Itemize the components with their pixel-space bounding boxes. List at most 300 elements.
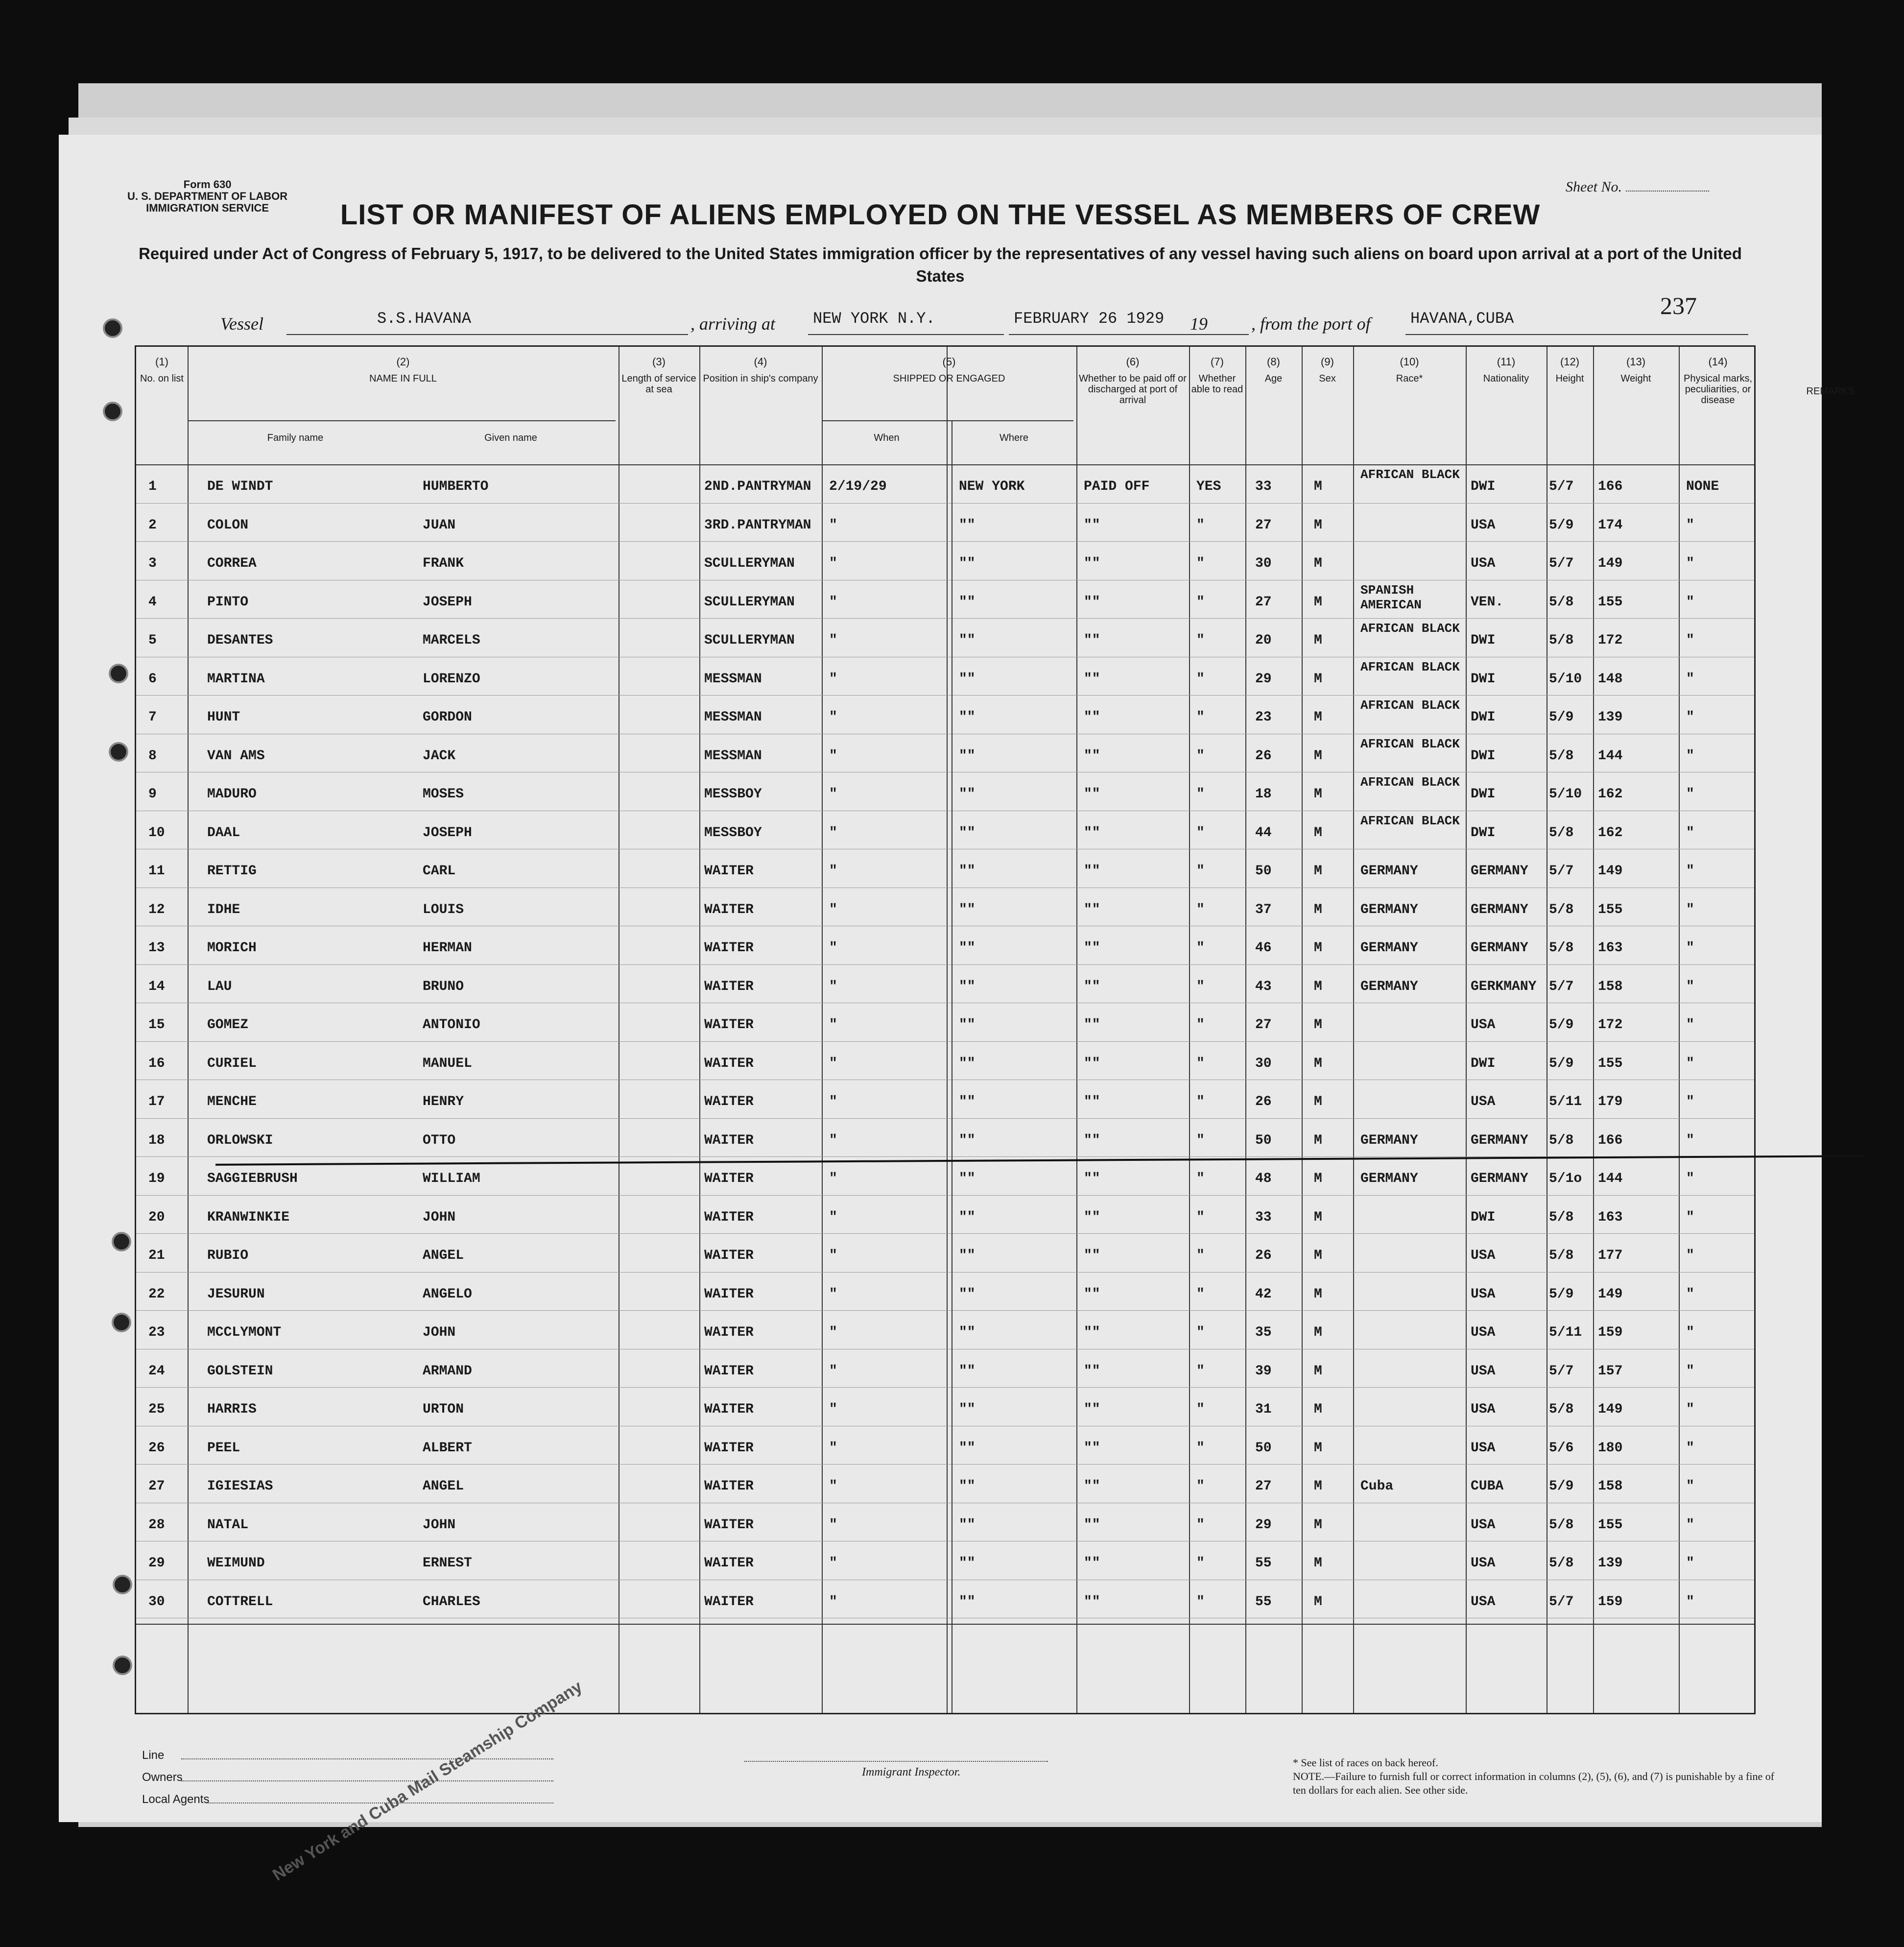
row-14-weight: 158 <box>1598 979 1623 994</box>
row-27-weight: 158 <box>1598 1479 1623 1494</box>
row-18-paid: "" <box>1084 1132 1100 1148</box>
row-18-marks: " <box>1686 1132 1694 1148</box>
row-25-when: " <box>829 1402 837 1417</box>
row-7-read: " <box>1196 710 1205 725</box>
row-17-sex: M <box>1314 1094 1322 1109</box>
row-24-age: 39 <box>1255 1363 1272 1379</box>
row-4-marks: " <box>1686 594 1694 610</box>
row-11-given: CARL <box>423 864 456 879</box>
row-23-when: " <box>829 1325 837 1340</box>
row-6-no: 6 <box>148 671 157 687</box>
row-10-family: DAAL <box>207 825 240 841</box>
row-25-position: WAITER <box>704 1402 754 1417</box>
row-5-marks: " <box>1686 633 1694 648</box>
row-25-nat: USA <box>1471 1402 1496 1417</box>
row-7-age: 23 <box>1255 710 1272 725</box>
row-19-where: "" <box>959 1171 976 1186</box>
row-4-no: 4 <box>148 594 157 610</box>
row-14-given: BRUNO <box>423 979 464 994</box>
row-16-age: 30 <box>1255 1056 1272 1071</box>
row-23-marks: " <box>1686 1325 1694 1340</box>
row-1-no: 1 <box>148 479 157 494</box>
row-20-height: 5/8 <box>1549 1209 1574 1225</box>
row-4-sex: M <box>1314 594 1322 610</box>
row-2-family: COLON <box>207 517 249 533</box>
row-30-family: COTTRELL <box>207 1594 273 1610</box>
row-19-family: SAGGIEBRUSH <box>207 1171 298 1186</box>
row-1-race: AFRICAN BLACK <box>1360 467 1460 482</box>
row-21-read: " <box>1196 1248 1205 1263</box>
footer-notes: * See list of races on back hereof. NOTE.—Failure to furnish full or correct information in columns (2), (5), (6), and (7) is punishable by a fine of ten dollars for each alien. See other side. <box>1293 1756 1775 1796</box>
col-header-name: (2) NAME IN FULL <box>369 356 437 384</box>
row-8-height: 5/8 <box>1549 748 1574 764</box>
row-25-given: URTON <box>423 1402 464 1417</box>
binder-hole <box>112 1313 131 1332</box>
row-18-nat: GERMANY <box>1471 1132 1528 1148</box>
row-3-given: FRANK <box>423 556 464 571</box>
row-3-position: SCULLERYMAN <box>704 556 795 571</box>
row-30-sex: M <box>1314 1594 1322 1610</box>
row-26-given: ALBERT <box>423 1440 472 1456</box>
row-22-nat: USA <box>1471 1286 1496 1302</box>
row-30-where: "" <box>959 1594 976 1610</box>
row-28-age: 29 <box>1255 1517 1272 1533</box>
row-6-sex: M <box>1314 671 1322 687</box>
row-5-where: "" <box>959 633 976 648</box>
row-30-age: 55 <box>1255 1594 1272 1610</box>
col-header-remarks: REMARKS <box>1806 386 1855 397</box>
row-3-paid: "" <box>1084 556 1100 571</box>
row-3-no: 3 <box>148 556 157 571</box>
manifest-table <box>135 345 1855 1714</box>
row-16-when: " <box>829 1056 837 1071</box>
row-29-no: 29 <box>148 1556 165 1571</box>
row-29-read: " <box>1196 1556 1205 1571</box>
col-header-read: (7) Whether able to read <box>1191 356 1243 395</box>
row-1-position: 2ND.PANTRYMAN <box>704 479 811 494</box>
row-30-nat: USA <box>1471 1594 1496 1610</box>
row-11-race: GERMANY <box>1360 864 1418 879</box>
row-29-position: WAITER <box>704 1556 754 1571</box>
row-15-nat: USA <box>1471 1017 1496 1033</box>
row-14-nat: GERKMANY <box>1471 979 1537 994</box>
row-28-sex: M <box>1314 1517 1322 1533</box>
row-10-weight: 162 <box>1598 825 1623 841</box>
row-23-weight: 159 <box>1598 1325 1623 1340</box>
row-11-position: WAITER <box>704 864 754 879</box>
row-7-nat: DWI <box>1471 710 1496 725</box>
row-21-no: 21 <box>148 1248 165 1263</box>
row-5-read: " <box>1196 633 1205 648</box>
row-12-position: WAITER <box>704 902 754 917</box>
row-11-no: 11 <box>148 864 165 879</box>
row-29-sex: M <box>1314 1556 1322 1571</box>
row-26-when: " <box>829 1440 837 1456</box>
row-19-marks: " <box>1686 1171 1694 1186</box>
row-15-family: GOMEZ <box>207 1017 249 1033</box>
row-25-no: 25 <box>148 1402 165 1417</box>
row-8-weight: 144 <box>1598 748 1623 764</box>
row-16-read: " <box>1196 1056 1205 1071</box>
row-2-sex: M <box>1314 517 1322 533</box>
row-14-age: 43 <box>1255 979 1272 994</box>
row-20-where: "" <box>959 1209 976 1225</box>
row-24-position: WAITER <box>704 1363 754 1379</box>
row-27-age: 27 <box>1255 1479 1272 1494</box>
row-8-read: " <box>1196 748 1205 764</box>
row-20-no: 20 <box>148 1209 165 1225</box>
row-29-age: 55 <box>1255 1556 1272 1571</box>
row-24-paid: "" <box>1084 1363 1100 1379</box>
row-30-given: CHARLES <box>423 1594 480 1610</box>
row-22-given: ANGELO <box>423 1286 472 1302</box>
row-27-sex: M <box>1314 1479 1322 1494</box>
row-27-where: "" <box>959 1479 976 1494</box>
row-9-paid: "" <box>1084 787 1100 802</box>
row-5-height: 5/8 <box>1549 633 1574 648</box>
row-10-given: JOSEPH <box>423 825 472 841</box>
row-15-when: " <box>829 1017 837 1033</box>
row-6-read: " <box>1196 671 1205 687</box>
row-2-given: JUAN <box>423 517 456 533</box>
row-12-sex: M <box>1314 902 1322 917</box>
row-9-weight: 162 <box>1598 787 1623 802</box>
row-22-marks: " <box>1686 1286 1694 1302</box>
row-9-race: AFRICAN BLACK <box>1360 775 1460 790</box>
row-13-no: 13 <box>148 940 165 956</box>
row-15-given: ANTONIO <box>423 1017 480 1033</box>
row-2-paid: "" <box>1084 517 1100 533</box>
row-24-marks: " <box>1686 1363 1694 1379</box>
col-header-marks: (14) Physical marks, peculiarities, or disease <box>1683 356 1753 406</box>
row-10-marks: " <box>1686 825 1694 841</box>
row-27-given: ANGEL <box>423 1479 464 1494</box>
row-8-no: 8 <box>148 748 157 764</box>
row-22-age: 42 <box>1255 1286 1272 1302</box>
row-3-when: " <box>829 556 837 571</box>
col-header-no: (1) No. on list <box>140 356 184 384</box>
row-1-marks: NONE <box>1686 479 1719 494</box>
row-13-age: 46 <box>1255 940 1272 956</box>
row-2-read: " <box>1196 517 1205 533</box>
binder-hole <box>103 402 122 421</box>
row-3-where: "" <box>959 556 976 571</box>
row-3-height: 5/7 <box>1549 556 1574 571</box>
row-10-read: " <box>1196 825 1205 841</box>
row-15-no: 15 <box>148 1017 165 1033</box>
row-3-age: 30 <box>1255 556 1272 571</box>
binder-hole <box>113 1656 132 1675</box>
row-25-read: " <box>1196 1402 1205 1417</box>
row-1-nat: DWI <box>1471 479 1496 494</box>
footer-agents-label: Local Agents <box>142 1793 210 1806</box>
row-13-read: " <box>1196 940 1205 956</box>
row-16-sex: M <box>1314 1056 1322 1071</box>
row-27-nat: CUBA <box>1471 1479 1504 1494</box>
row-5-when: " <box>829 633 837 648</box>
row-16-family: CURIEL <box>207 1056 257 1071</box>
row-16-position: WAITER <box>704 1056 754 1071</box>
col-header-position: (4) Position in ship's company <box>703 356 818 384</box>
row-3-weight: 149 <box>1598 556 1623 571</box>
row-1-weight: 166 <box>1598 479 1623 494</box>
row-11-nat: GERMANY <box>1471 864 1528 879</box>
row-18-height: 5/8 <box>1549 1132 1574 1148</box>
row-19-age: 48 <box>1255 1171 1272 1186</box>
col-header-nationality: (11) Nationality <box>1483 356 1529 384</box>
row-19-weight: 144 <box>1598 1171 1623 1186</box>
row-22-paid: "" <box>1084 1286 1100 1302</box>
row-16-weight: 155 <box>1598 1056 1623 1071</box>
row-6-when: " <box>829 671 837 687</box>
row-17-height: 5/11 <box>1549 1094 1582 1109</box>
row-25-marks: " <box>1686 1402 1694 1417</box>
row-1-sex: M <box>1314 479 1322 494</box>
row-15-marks: " <box>1686 1017 1694 1033</box>
row-4-given: JOSEPH <box>423 594 472 610</box>
row-7-paid: "" <box>1084 710 1100 725</box>
row-5-age: 20 <box>1255 633 1272 648</box>
row-1-paid: PAID OFF <box>1084 479 1150 494</box>
row-12-age: 37 <box>1255 902 1272 917</box>
row-10-nat: DWI <box>1471 825 1496 841</box>
row-7-no: 7 <box>148 710 157 725</box>
row-7-given: GORDON <box>423 710 472 725</box>
row-30-marks: " <box>1686 1594 1694 1610</box>
row-5-position: SCULLERYMAN <box>704 633 795 648</box>
row-15-height: 5/9 <box>1549 1017 1574 1033</box>
row-30-read: " <box>1196 1594 1205 1610</box>
row-26-no: 26 <box>148 1440 165 1456</box>
row-15-read: " <box>1196 1017 1205 1033</box>
row-6-race: AFRICAN BLACK <box>1360 659 1460 674</box>
row-17-weight: 179 <box>1598 1094 1623 1109</box>
row-8-sex: M <box>1314 748 1322 764</box>
row-18-family: ORLOWSKI <box>207 1132 273 1148</box>
row-29-where: "" <box>959 1556 976 1571</box>
row-15-position: WAITER <box>704 1017 754 1033</box>
row-15-where: "" <box>959 1017 976 1033</box>
row-11-where: "" <box>959 864 976 879</box>
row-17-no: 17 <box>148 1094 165 1109</box>
row-22-family: JESURUN <box>207 1286 265 1302</box>
subheader-when: When <box>874 433 900 443</box>
row-9-when: " <box>829 787 837 802</box>
row-27-when: " <box>829 1479 837 1494</box>
row-10-race: AFRICAN BLACK <box>1360 813 1460 828</box>
row-29-marks: " <box>1686 1556 1694 1571</box>
row-7-family: HUNT <box>207 710 240 725</box>
col-header-weight: (13) Weight <box>1620 356 1651 384</box>
row-20-weight: 163 <box>1598 1209 1623 1225</box>
row-27-no: 27 <box>148 1479 165 1494</box>
row-11-family: RETTIG <box>207 864 257 879</box>
binder-hole <box>109 664 128 683</box>
row-1-age: 33 <box>1255 479 1272 494</box>
row-6-age: 29 <box>1255 671 1272 687</box>
row-12-nat: GERMANY <box>1471 902 1528 917</box>
row-26-read: " <box>1196 1440 1205 1456</box>
row-17-paid: "" <box>1084 1094 1100 1109</box>
row-2-where: "" <box>959 517 976 533</box>
row-7-weight: 139 <box>1598 710 1623 725</box>
row-23-age: 35 <box>1255 1325 1272 1340</box>
row-21-where: "" <box>959 1248 976 1263</box>
row-29-weight: 139 <box>1598 1556 1623 1571</box>
row-28-family: NATAL <box>207 1517 249 1533</box>
row-5-race: AFRICAN BLACK <box>1360 621 1460 636</box>
row-11-marks: " <box>1686 864 1694 879</box>
row-22-sex: M <box>1314 1286 1322 1302</box>
row-30-height: 5/7 <box>1549 1594 1574 1610</box>
row-12-paid: "" <box>1084 902 1100 917</box>
row-21-marks: " <box>1686 1248 1694 1263</box>
row-25-height: 5/8 <box>1549 1402 1574 1417</box>
row-19-paid: "" <box>1084 1171 1100 1186</box>
row-30-weight: 159 <box>1598 1594 1623 1610</box>
row-19-position: WAITER <box>704 1171 754 1186</box>
row-29-when: " <box>829 1556 837 1571</box>
row-28-paid: "" <box>1084 1517 1100 1533</box>
row-18-read: " <box>1196 1132 1205 1148</box>
row-13-where: "" <box>959 940 976 956</box>
row-24-sex: M <box>1314 1363 1322 1379</box>
row-9-marks: " <box>1686 787 1694 802</box>
row-22-read: " <box>1196 1286 1205 1302</box>
row-14-marks: " <box>1686 979 1694 994</box>
row-23-paid: "" <box>1084 1325 1100 1340</box>
row-5-paid: "" <box>1084 633 1100 648</box>
row-16-paid: "" <box>1084 1056 1100 1071</box>
row-24-nat: USA <box>1471 1363 1496 1379</box>
row-24-weight: 157 <box>1598 1363 1623 1379</box>
row-7-marks: " <box>1686 710 1694 725</box>
row-12-read: " <box>1196 902 1205 917</box>
row-1-height: 5/7 <box>1549 479 1574 494</box>
row-18-weight: 166 <box>1598 1132 1623 1148</box>
row-20-read: " <box>1196 1209 1205 1225</box>
row-6-given: LORENZO <box>423 671 480 687</box>
row-5-weight: 172 <box>1598 633 1623 648</box>
row-28-nat: USA <box>1471 1517 1496 1533</box>
row-29-paid: "" <box>1084 1556 1100 1571</box>
row-16-no: 16 <box>148 1056 165 1071</box>
row-1-where: NEW YORK <box>959 479 1025 494</box>
row-18-no: 18 <box>148 1132 165 1148</box>
page-title: LIST OR MANIFEST OF ALIENS EMPLOYED ON THE VESSEL AS MEMBERS OF CREW <box>340 199 1541 231</box>
row-17-position: WAITER <box>704 1094 754 1109</box>
inspector-label: Immigrant Inspector. <box>862 1766 961 1779</box>
row-21-when: " <box>829 1248 837 1263</box>
row-27-family: IGIESIAS <box>207 1479 273 1494</box>
row-26-age: 50 <box>1255 1440 1272 1456</box>
row-17-family: MENCHE <box>207 1094 257 1109</box>
row-2-nat: USA <box>1471 517 1496 533</box>
row-23-no: 23 <box>148 1325 165 1340</box>
row-21-paid: "" <box>1084 1248 1100 1263</box>
row-6-where: "" <box>959 671 976 687</box>
row-27-marks: " <box>1686 1479 1694 1494</box>
row-18-position: WAITER <box>704 1132 754 1148</box>
departure-port: HAVANA,CUBA <box>1410 310 1514 328</box>
row-5-given: MARCELS <box>423 633 480 648</box>
row-12-where: "" <box>959 902 976 917</box>
row-20-nat: DWI <box>1471 1209 1496 1225</box>
row-22-weight: 149 <box>1598 1286 1623 1302</box>
row-20-age: 33 <box>1255 1209 1272 1225</box>
row-25-paid: "" <box>1084 1402 1100 1417</box>
row-30-when: " <box>829 1594 837 1610</box>
row-12-height: 5/8 <box>1549 902 1574 917</box>
row-13-race: GERMANY <box>1360 940 1418 956</box>
row-29-nat: USA <box>1471 1556 1496 1571</box>
row-4-when: " <box>829 594 837 610</box>
row-9-read: " <box>1196 787 1205 802</box>
row-13-given: HERMAN <box>423 940 472 956</box>
row-26-marks: " <box>1686 1440 1694 1456</box>
row-9-family: MADURO <box>207 787 257 802</box>
row-9-height: 5/10 <box>1549 787 1582 802</box>
row-10-no: 10 <box>148 825 165 841</box>
binder-hole <box>112 1232 131 1251</box>
row-27-read: " <box>1196 1479 1205 1494</box>
row-12-given: LOUIS <box>423 902 464 917</box>
row-28-position: WAITER <box>704 1517 754 1533</box>
row-3-read: " <box>1196 556 1205 571</box>
row-15-weight: 172 <box>1598 1017 1623 1033</box>
row-14-no: 14 <box>148 979 165 994</box>
row-2-weight: 174 <box>1598 517 1623 533</box>
row-18-sex: M <box>1314 1132 1322 1148</box>
row-23-given: JOHN <box>423 1325 456 1340</box>
row-29-height: 5/8 <box>1549 1556 1574 1571</box>
row-17-read: " <box>1196 1094 1205 1109</box>
row-16-where: "" <box>959 1056 976 1071</box>
row-15-age: 27 <box>1255 1017 1272 1033</box>
row-27-position: WAITER <box>704 1479 754 1494</box>
row-10-where: "" <box>959 825 976 841</box>
row-26-nat: USA <box>1471 1440 1496 1456</box>
col-header-age: (8) Age <box>1264 356 1283 384</box>
row-6-family: MARTINA <box>207 671 265 687</box>
row-6-nat: DWI <box>1471 671 1496 687</box>
row-6-height: 5/10 <box>1549 671 1582 687</box>
row-13-height: 5/8 <box>1549 940 1574 956</box>
form-reference: Form 630 U. S. DEPARTMENT OF LABOR IMMIGRATION SERVICE <box>127 178 288 214</box>
row-6-weight: 148 <box>1598 671 1623 687</box>
row-30-no: 30 <box>148 1594 165 1610</box>
row-22-position: WAITER <box>704 1286 754 1302</box>
row-14-where: "" <box>959 979 976 994</box>
row-20-family: KRANWINKIE <box>207 1209 290 1225</box>
row-30-position: WAITER <box>704 1594 754 1610</box>
row-12-weight: 155 <box>1598 902 1623 917</box>
row-23-sex: M <box>1314 1325 1322 1340</box>
row-14-family: LAU <box>207 979 232 994</box>
row-7-when: " <box>829 710 837 725</box>
row-28-when: " <box>829 1517 837 1533</box>
col-header-sex: (9) Sex <box>1319 356 1336 384</box>
row-18-when: " <box>829 1132 837 1148</box>
row-22-where: "" <box>959 1286 976 1302</box>
row-26-where: "" <box>959 1440 976 1456</box>
row-23-position: WAITER <box>704 1325 754 1340</box>
row-10-when: " <box>829 825 837 841</box>
row-9-sex: M <box>1314 787 1322 802</box>
row-21-position: WAITER <box>704 1248 754 1263</box>
row-20-marks: " <box>1686 1209 1694 1225</box>
row-21-sex: M <box>1314 1248 1322 1263</box>
